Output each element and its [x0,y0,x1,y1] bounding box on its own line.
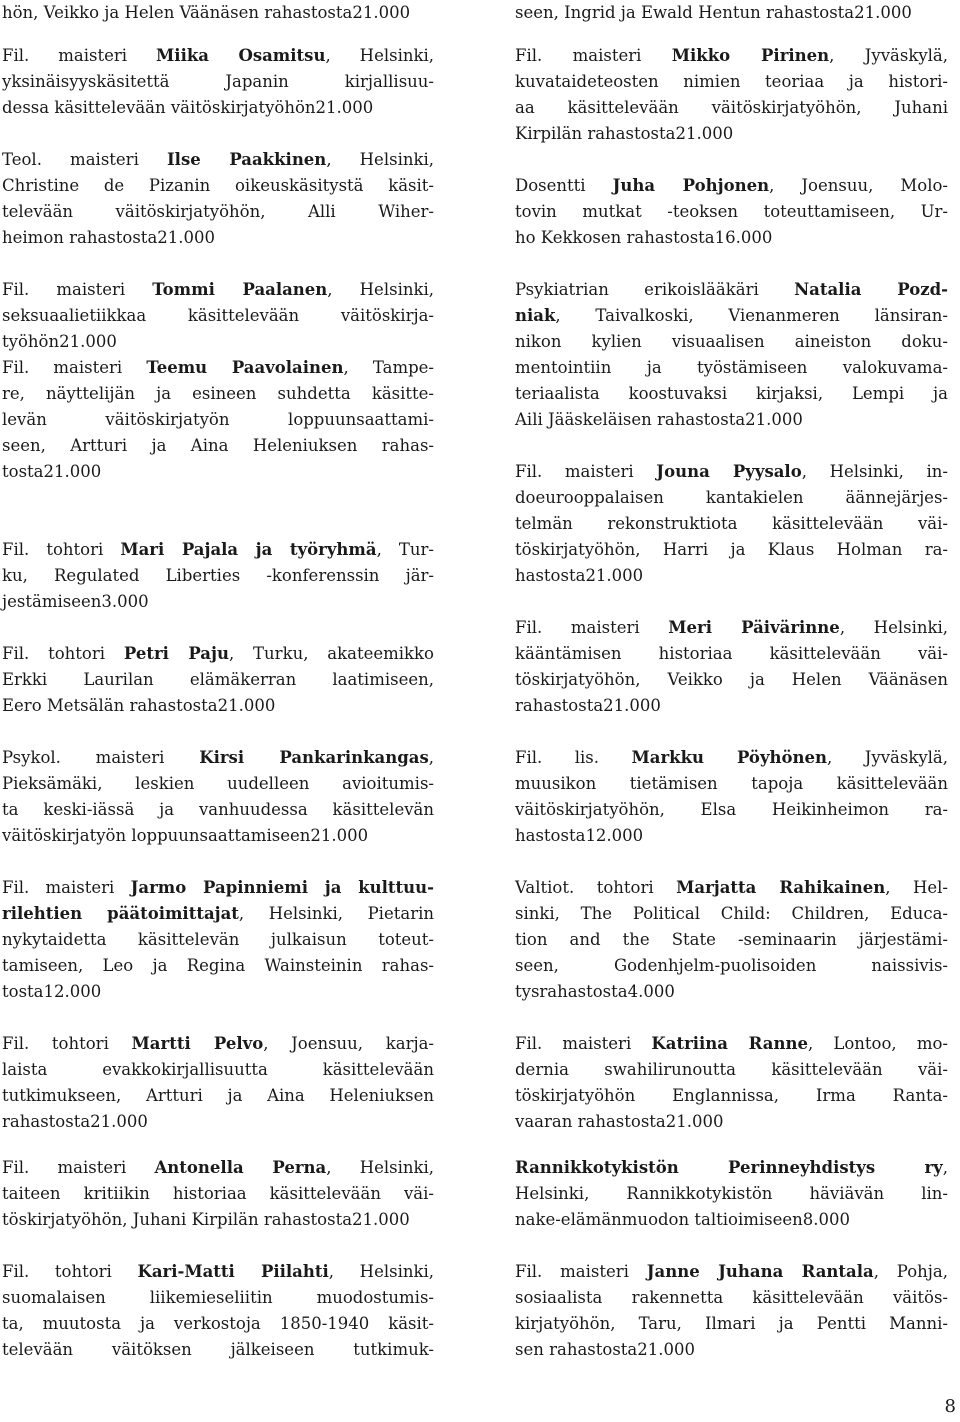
entry-fund-text: tysrahastosta [515,982,628,1001]
entry-line: Fil. maisteri Jarmo Papinniemi ja kulttuu- [2,878,434,897]
entry-fund-text: Kirpilän rahastosta [515,124,676,143]
entry-fund-text: nake-elämänmuodon taltioimiseen [515,1210,803,1229]
entry-fund-text: tosta [2,462,44,481]
entry-line: laista evakkokirjallisuutta käsittelevään [2,1060,434,1079]
grant-entry [2,0,434,26]
entry-line: Fil. maisteri Meri Päivärinne, Helsinki, [515,618,949,637]
entry-last-line [515,1207,948,1233]
entry-line: kääntämisen historiaa käsittelevään väi- [515,644,948,663]
entry-line: ta, muutosta ja verkostoja 1850-1940 käsit- [2,1314,434,1333]
entry-fund-text: hastosta [515,566,586,585]
grant-entry [515,0,948,26]
grant-amount: 21.000 [675,124,734,143]
entry-line: Valtiot. tohtori Marjatta Rahikainen, Hel- [515,878,948,897]
grant-amount: 21.000 [157,228,216,247]
entry-fund-text: seen, Ingrid ja Ewald Hentun rahastosta [515,3,855,22]
entry-last-line [2,95,434,121]
entry-fund-text: sen rahastosta [515,1340,638,1359]
entry-line: rilehtien päätoimittajat, Helsinki, Pietarin [2,904,434,923]
grant-entry [2,147,434,251]
grant-amount: 16.000 [714,228,773,247]
entry-last-line [2,823,434,849]
entry-line: Fil. tohtori Mari Pajala ja työryhmä, Tur- [2,540,434,559]
entry-line: Fil. maisteri Miika Osamitsu, Helsinki, [2,46,434,65]
entry-last-line [515,0,948,26]
grant-amount: 21.000 [43,462,102,481]
entry-last-line [2,0,434,26]
entry-last-line [515,563,948,589]
entry-line: Erkki Laurilan elämäkerran laatimiseen, [2,670,434,689]
entry-fund-text: Aili Jääskeläisen rahastosta [515,410,746,429]
entry-line: ku, Regulated Liberties -konferenssin jär- [2,566,434,585]
entry-fund-text: ho Kekkosen rahastosta [515,228,715,247]
entry-last-line [515,1109,948,1135]
entry-line: mentointiin ja työstämiseen valokuvama- [515,358,948,377]
entry-line: taiteen kritiikin historiaa käsittelevään väi- [2,1184,434,1203]
entry-fund-text: töskirjatyöhön, Juhani Kirpilän rahastosta [2,1210,353,1229]
entry-fund-text: dessa käsittelevään väitöskirjatyöhön [2,98,316,117]
entry-line: telmän rekonstruktiota käsittelevään väi- [515,514,948,533]
entry-line: Pieksämäki, leskien uudelleen avioitumis- [2,774,434,793]
entry-line: tamiseen, Leo ja Regina Wainsteinin rahas- [2,956,434,975]
entry-last-line [515,407,948,433]
entry-line: tutkimukseen, Artturi ja Aina Heleniuksen [2,1086,434,1105]
entry-last-line [2,1109,434,1135]
entry-last-line [2,225,434,251]
entry-fund-text: hastosta [515,826,586,845]
grant-entry [515,1031,948,1135]
entry-line: töskirjatyöhön, Harri ja Klaus Holman ra- [515,540,948,559]
grant-entry [515,1155,948,1233]
entry-line: Fil. maisteri Katriina Ranne, Lontoo, mo- [515,1034,948,1053]
entry-line: sosiaalista rakennetta käsittelevään väitös- [515,1288,948,1307]
entry-line: Fil. maisteri Teemu Paavolainen, Tampe- [2,358,434,377]
grant-entry [515,875,948,1005]
grant-amount: 8.000 [802,1210,851,1229]
grant-amount: 21.000 [637,1340,695,1359]
entry-line: Psykiatrian erikoislääkäri Natalia Pozd- [515,280,948,299]
grant-entry [515,459,948,589]
entry-line: kuvataideteosten nimien teoriaa ja histori- [515,72,948,91]
grant-entry [515,615,948,719]
entry-fund-text: rahastosta [2,1112,91,1131]
grant-entry [2,1155,434,1233]
entry-line: seksuaalietiikkaa käsittelevään väitöskirja- [2,306,434,325]
entry-line: Rannikkotykistön Perinneyhdistys ry, [515,1158,948,1177]
entry-last-line [515,121,948,147]
entry-line: Fil. maisteri Jouna Pyysalo, Helsinki, in- [515,462,948,481]
entry-line: Fil. tohtori Martti Pelvo, Joensuu, karja- [2,1034,434,1053]
entry-line: Dosentti Juha Pohjonen, Joensuu, Molo- [515,176,948,195]
entry-line: kirjatyöhön, Taru, Ilmari ja Pentti Manni- [515,1314,948,1333]
grant-entry [2,537,434,615]
grant-entry [515,745,948,849]
entry-line: Helsinki, Rannikkotykistön häviävän lin- [515,1184,948,1203]
entry-last-line [2,459,434,485]
entry-line: Christine de Pizanin oikeuskäsitystä käsit- [2,176,434,195]
entry-line: väitöskirjatyöhön, Elsa Heikinheimon ra- [515,800,948,819]
entry-last-line [515,823,948,849]
entry-line: Fil. lis. Markku Pöyhönen, Jyväskylä, [515,748,948,767]
grant-amount: 21.000 [603,696,661,715]
entry-line: Teol. maisteri Ilse Paakkinen, Helsinki, [2,150,434,169]
entry-fund-text: heimon rahastosta [2,228,158,247]
entry-line: Fil. maisteri Tommi Paalanen, Helsinki, [2,280,434,299]
entry-last-line [515,693,948,719]
grant-entry [2,355,434,485]
grant-entry [515,43,948,147]
grant-entry [515,277,948,433]
entry-fund-text: työhön [2,332,60,351]
grant-entry [2,277,434,355]
grant-amount: 21.000 [352,1210,410,1229]
grant-entry [515,1259,948,1363]
grant-entry [2,875,434,1005]
entry-line: Fil. maisteri Antonella Perna, Helsinki, [2,1158,435,1177]
entry-last-line [2,329,434,355]
grant-amount: 21.000 [315,98,374,117]
page-number: 8 [944,1396,956,1417]
entry-last-line [2,589,434,615]
grant-amount: 21.000 [90,1112,148,1131]
entry-fund-text: väitöskirjatyön loppuunsaattamiseen [2,826,311,845]
grant-amount: 12.000 [585,826,644,845]
grant-amount: 3.000 [101,592,149,611]
grant-amount: 21.000 [745,410,803,429]
entry-line: levän väitöskirjatyön loppuunsaattami- [2,410,434,429]
entry-fund-text: vaaran rahastosta [515,1112,666,1131]
entry-line: nikon kylien visuaalisen aineiston doku- [515,332,948,351]
grant-amount: 21.000 [854,3,912,22]
entry-fund-text: tosta [2,982,44,1001]
grant-entry [2,641,434,719]
entry-last-line [515,979,948,1005]
entry-line: tion and the State -seminaarin järjestämi- [515,930,948,949]
entry-line: tovin mutkat -teoksen toteuttamiseen, Ur- [515,202,948,221]
entry-line: Psykol. maisteri Kirsi Pankarinkangas, [2,748,434,767]
entry-last-line [2,1207,434,1233]
entry-line: teriaalista koostuvaksi kirjaksi, Lempi ja [515,384,948,403]
entry-line: televään väitöksen jälkeiseen tutkimuk- [2,1340,434,1359]
entry-last-line [2,979,434,1005]
entry-line: yksinäisyyskäsitettä Japanin kirjallisuu- [2,72,434,91]
entry-line: Fil. tohtori Petri Paju, Turku, akateemikko [2,644,434,663]
grant-entry [2,1031,434,1135]
entry-line: töskirjatyöhön Englannissa, Irma Ranta- [515,1086,948,1105]
entry-line: Fil. maisteri Mikko Pirinen, Jyväskylä, [515,46,949,65]
grant-amount: 21.000 [352,3,411,22]
entry-line: televään väitöskirjatyöhön, Alli Wiher- [2,202,434,221]
entry-line: sinki, The Political Child: Children, Educa- [515,904,948,923]
entry-line: ta keski-iässä ja vanhuudessa käsittelevän [2,800,434,819]
grant-entry [2,43,434,121]
grant-amount: 21.000 [585,566,644,585]
entry-line: niak, Taivalkoski, Vienanmeren länsiran- [515,306,948,325]
entry-last-line [515,1337,948,1363]
entry-line: dernia swahilirunoutta käsittelevään väi- [515,1060,948,1079]
entry-fund-text: jestämiseen [2,592,102,611]
grant-entry [2,1259,434,1363]
entry-line: nykytaidetta käsittelevän julkaisun toteut- [2,930,434,949]
entry-last-line [2,693,434,719]
entry-fund-text: rahastosta [515,696,604,715]
grant-entry [515,173,948,251]
entry-line: re, näyttelijän ja esineen suhdetta käsitte- [2,384,434,403]
entry-line: seen, Godenhjelm-puolisoiden naissivis- [515,956,948,975]
grant-entry [2,745,434,849]
grant-amount: 21.000 [59,332,117,351]
entry-line: doeurooppalaisen kantakielen äännejärjes- [515,488,948,507]
entry-line: suomalaisen liikemieseliitin muodostumis- [2,1288,434,1307]
entry-line: Fil. maisteri Janne Juhana Rantala, Pohja, [515,1262,948,1281]
entry-fund-text: hön, Veikko ja Helen Väänäsen rahastosta [2,3,353,22]
entry-last-line [515,225,948,251]
grant-amount: 12.000 [43,982,102,1001]
entry-line: muusikon tietämisen tapoja käsittelevään [515,774,948,793]
entry-line: aa käsittelevään väitöskirjatyöhön, Juhani [515,98,948,117]
grant-amount: 21.000 [217,696,276,715]
entry-line: töskirjatyöhön, Veikko ja Helen Väänäsen [515,670,948,689]
grant-amount: 21.000 [310,826,369,845]
grant-amount: 4.000 [627,982,675,1001]
entry-line: seen, Artturi ja Aina Heleniuksen rahas- [2,436,434,455]
grant-amount: 21.000 [665,1112,724,1131]
entry-fund-text: Eero Metsälän rahastosta [2,696,218,715]
entry-line: Fil. tohtori Kari-Matti Piilahti, Helsinki, [2,1262,434,1281]
